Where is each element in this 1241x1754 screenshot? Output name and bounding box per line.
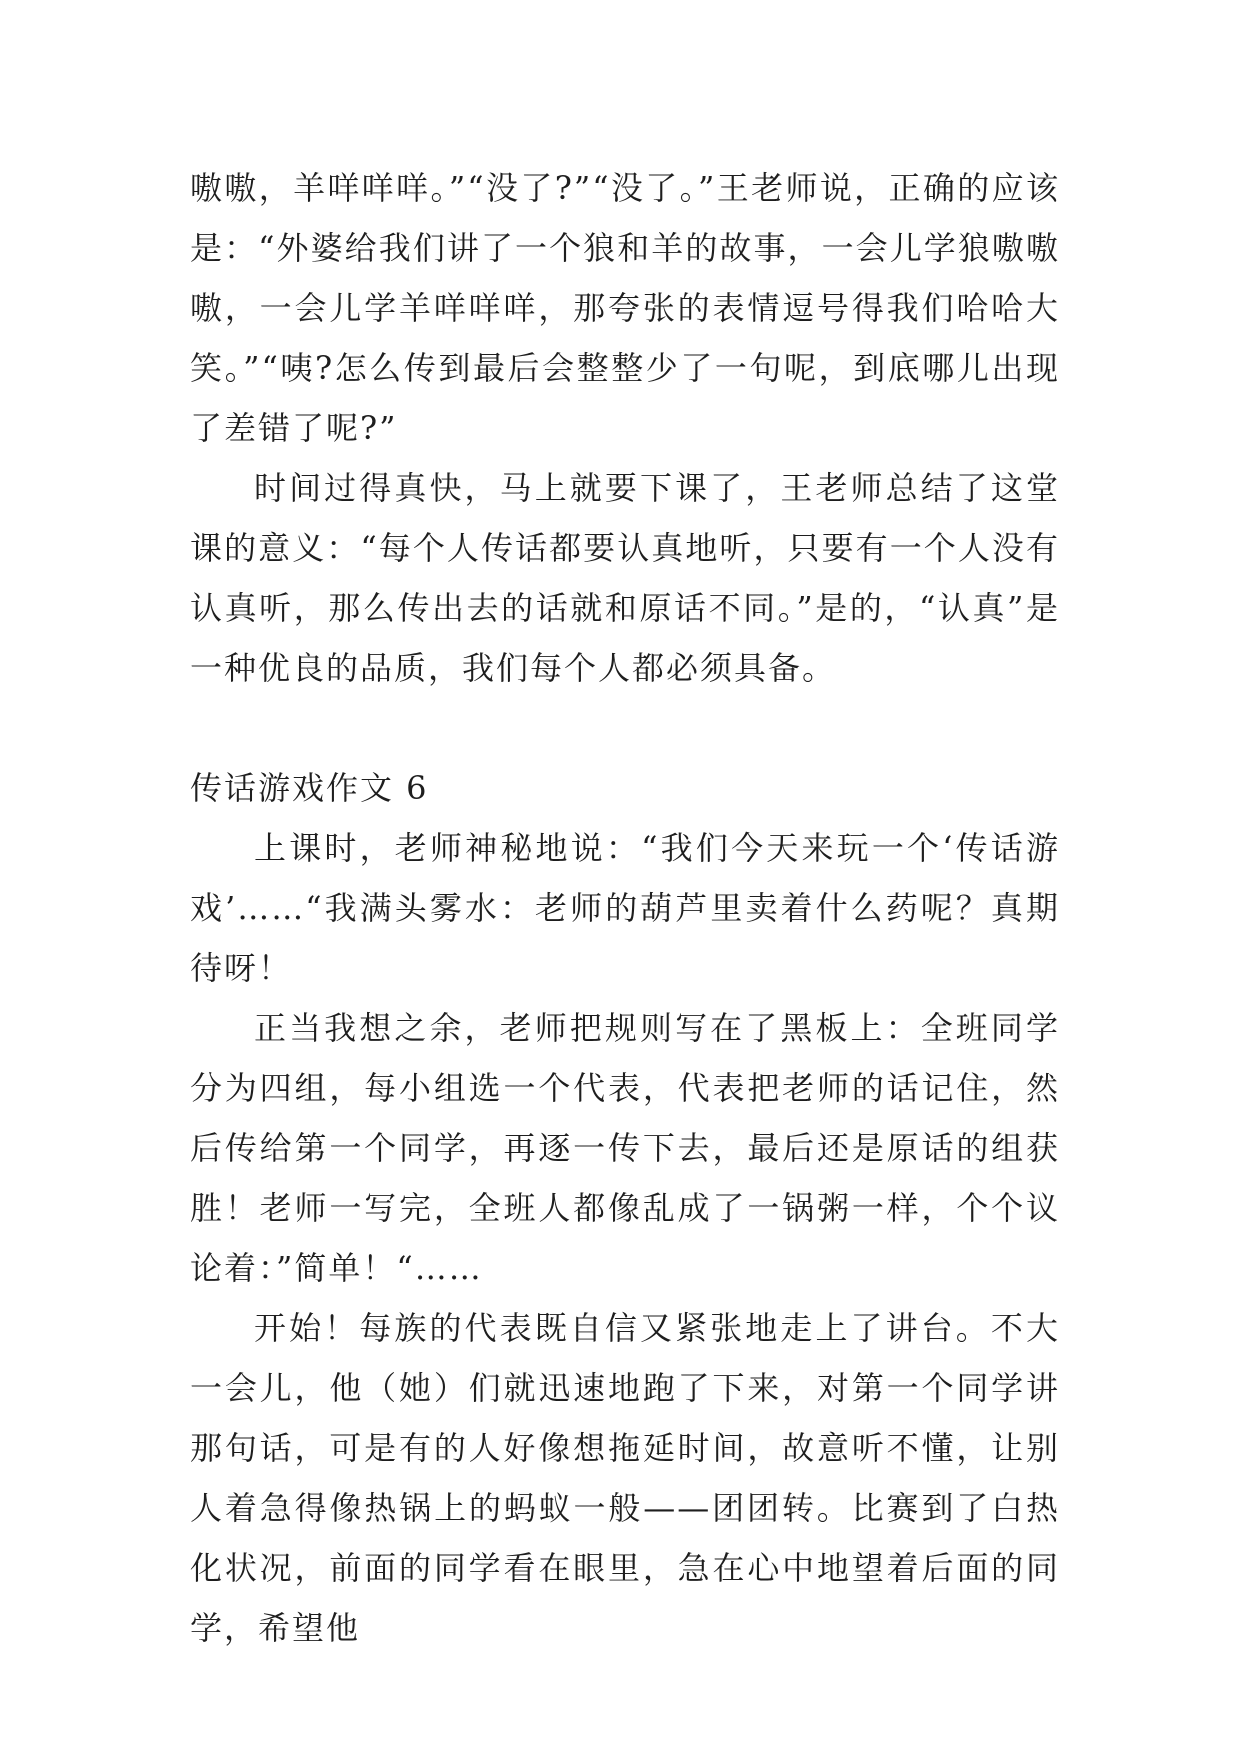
document-page	[190, 158, 1060, 1658]
paragraph: 上课时，老师神秘地说：“我们今天来玩一个‘传话游戏’……“我满头雾水：老师的葫芦里卖着什么药呢？真期待呀！	[190, 829, 1060, 987]
paragraph: 开始！每族的代表既自信又紧张地走上了讲台。不大一会儿，他（她）们就迅速地跑了下来，对第一个同学讲那句话，可是有的人好像想拖延时间，故意听不懂，让别人着急得像热锅上的蚂蚁一般——团团转。比赛到了白热化状况，前面的同学看在眼里，急在心中地望着后面的同学，希望他	[190, 1309, 1060, 1647]
paragraph: 时间过得真快，马上就要下课了，王老师总结了这堂课的意义：“每个人传话都要认真地听，只要有一个人没有认真听，那么传出去的话就和原话不同。”是的，“认真”是一种优良的品质，我们每个人都必须具备。	[190, 469, 1060, 687]
paragraph: 正当我想之余，老师把规则写在了黑板上：全班同学分为四组，每小组选一个代表，代表把老师的话记住，然后传给第一个同学，再逐一传下去，最后还是原话的组获胜！老师一写完，全班人都像乱成了一锅粥一样，个个议论着：”简单！“……	[190, 1009, 1060, 1287]
paragraph: 嗷嗷，羊咩咩咩。”“没了?”“没了。”王老师说，正确的应该是：“外婆给我们讲了一个狼和羊的故事，一会儿学狼嗷嗷嗷，一会儿学羊咩咩咩，那夸张的表情逗号得我们哈哈大笑。”“咦?怎么传到最后会整整少了一句呢，到底哪儿出现了差错了呢?”	[190, 169, 1060, 447]
section-title: 传话游戏作文 6	[190, 769, 429, 807]
